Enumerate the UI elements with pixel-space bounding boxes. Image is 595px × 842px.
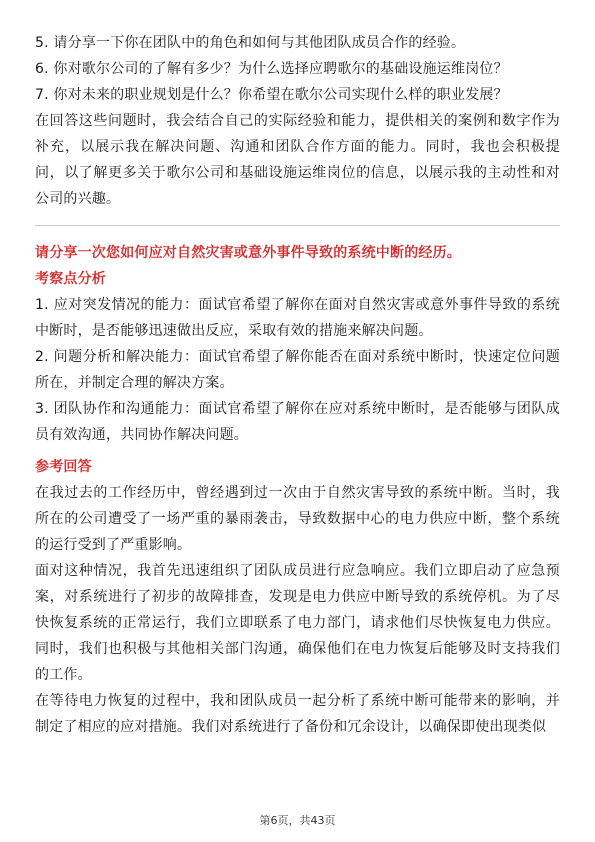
question-list: [35, 30, 560, 108]
analysis-point: 1. 应对突发情况的能力：面试官希望了解你在面对自然灾害或意外事件导致的系统中断时，是否能够迅速做出反应，采取有效的措施来解决问题。: [35, 297, 560, 339]
answer-paragraph: 在等待电力恢复的过程中，我和团队成员一起分析了系统中断可能带来的影响，并制定了相应的应对措施。我们对系统进行了备份和冗余设计，以确保即使出现类似: [35, 693, 560, 735]
answer-paragraph: 面对这种情况，我首先迅速组织了团队成员进行应急响应。我们立即启动了应急预案，对系统进行了初步的故障排查，发现是电力供应中断导致的系统停机。为了尽快恢复系统的正常运行，我们立即联系了电力部门，请求他们尽快恢复电力供应。同时，我们也积极与其他相关部门沟通，确保他们在电力恢复后能够及时支持我们的工作。: [35, 563, 560, 683]
page-content: [35, 30, 560, 740]
list-item: 7. 你对未来的职业规划是什么？你希望在歌尔公司实现什么样的职业发展？: [35, 87, 508, 103]
analysis-point: 2. 问题分析和解决能力：面试官希望了解你能否在面对系统中断时，快速定位问题所在，并制定合理的解决方案。: [35, 349, 560, 391]
list-item: 6. 你对歌尔公司的了解有多少？为什么选择应聘歌尔的基础设施运维岗位？: [35, 61, 508, 77]
analysis-point: 3. 团队协作和沟通能力：面试官希望了解你在应对系统中断时，是否能够与团队成员有效沟通，共同协作解决问题。: [35, 401, 560, 443]
intro-paragraph: 在回答这些问题时，我会结合自己的实际经验和能力，提供相关的案例和数字作为补充，以展示我在解决问题、沟通和团队合作方面的能力。同时，我也会积极提问，以了解更多关于歌尔公司和基础设施运维岗位的信息，以展示我的主动性和对公司的兴趣。: [35, 113, 560, 207]
page-number: 第6页，共43页: [259, 814, 336, 827]
analysis-heading: 考察点分析: [35, 271, 106, 287]
interview-question: 请分享一次您如何应对自然灾害或意外事件导致的系统中断的经历。: [35, 245, 461, 261]
answer-heading: 参考回答: [35, 459, 92, 475]
list-item: 5. 请分享一下你在团队中的角色和如何与其他团队成员合作的经验。: [35, 35, 466, 51]
section-divider: [35, 225, 560, 226]
answer-paragraph: 在我过去的工作经历中，曾经遇到过一次由于自然灾害导致的系统中断。当时，我所在的公司遭受了一场严重的暴雨袭击，导致数据中心的电力供应中断，整个系统的运行受到了严重影响。: [35, 485, 560, 553]
